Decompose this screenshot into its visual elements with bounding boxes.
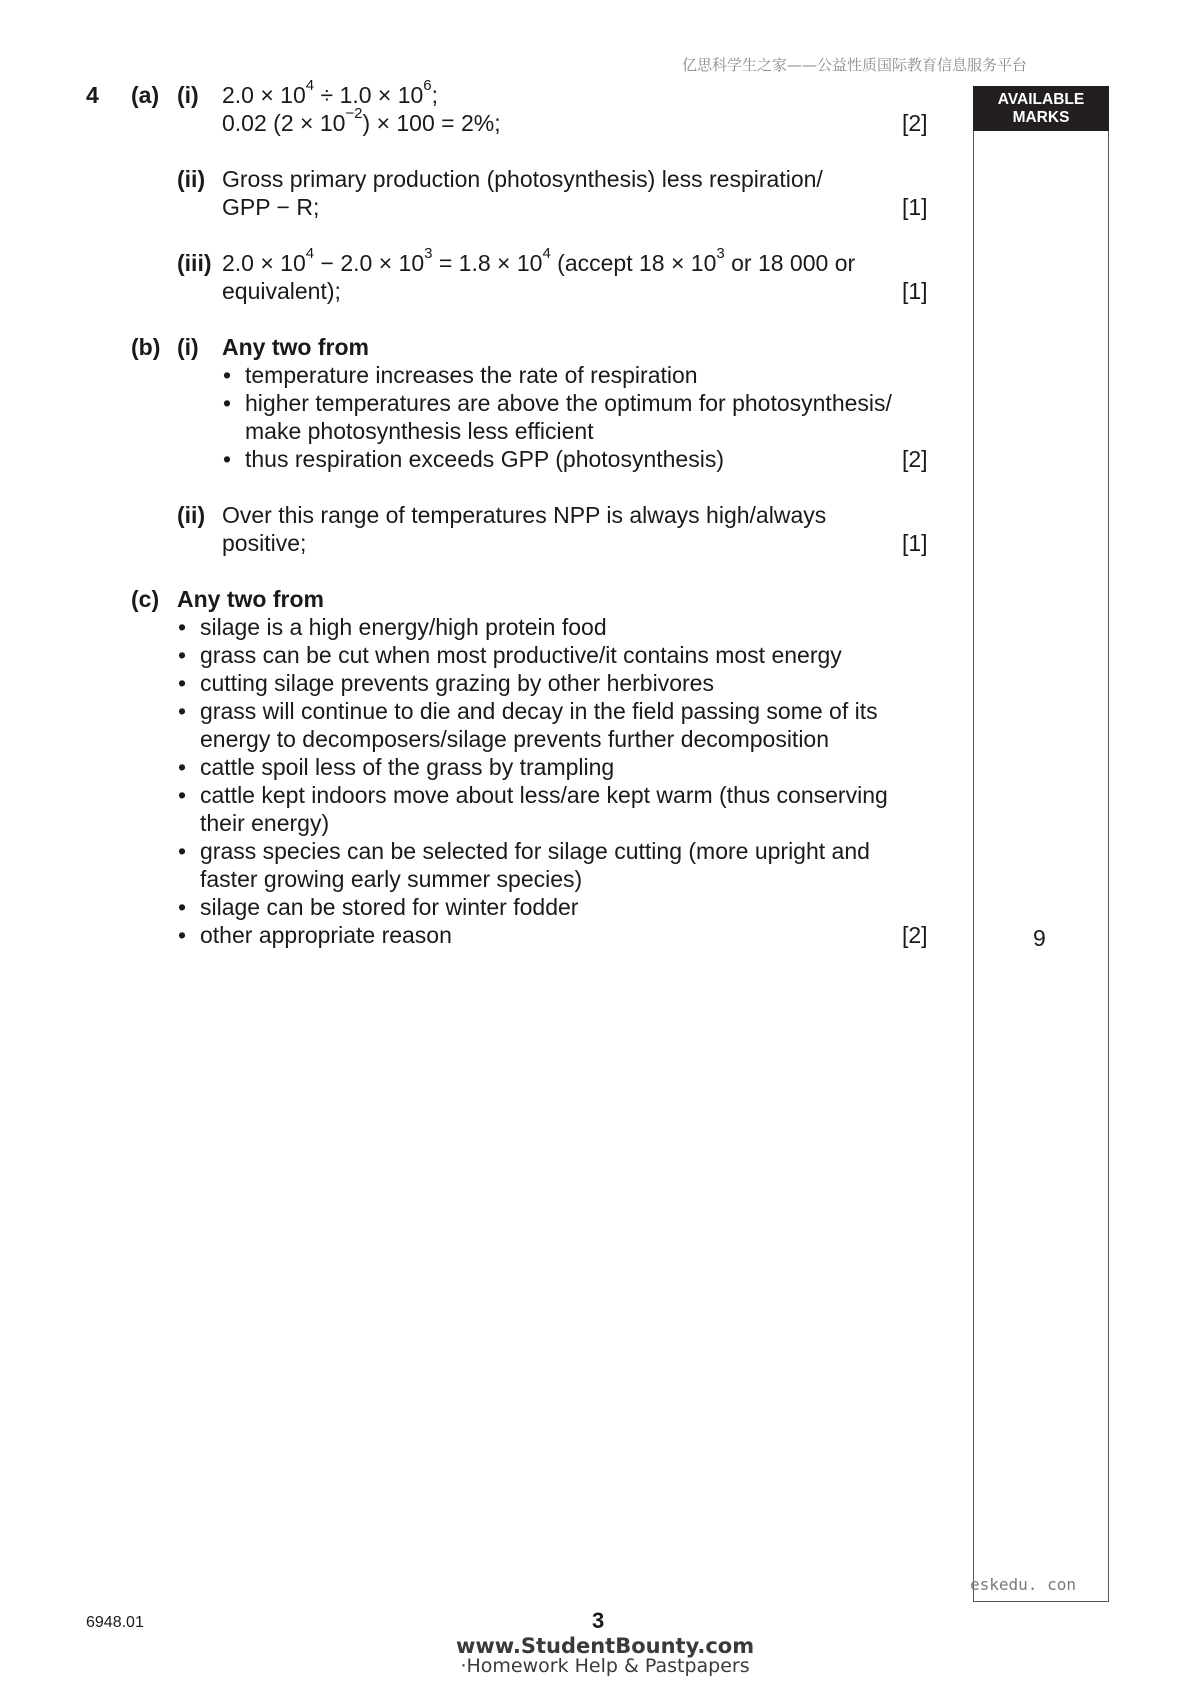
list-item: • higher temperatures are above the optimum for photosynthesis/ xyxy=(245,389,892,417)
list-item: • thus respiration exceeds GPP (photosynthesis) xyxy=(245,445,724,473)
question-number: 4 xyxy=(86,82,99,108)
list-item: • cattle kept indoors move about less/are kept warm (thus conserving xyxy=(200,781,888,809)
text-segment: − 2.0 × 10 xyxy=(314,250,425,276)
text-segment: ; xyxy=(431,82,439,108)
part-a-iii-line2: equivalent); xyxy=(222,278,341,304)
list-item-continuation: make photosynthesis less efficient xyxy=(245,418,594,444)
part-b-ii-line2: positive; xyxy=(222,530,307,556)
header-watermark: 亿思科学生之家——公益性质国际教育信息服务平台 xyxy=(682,56,1028,74)
superscript: −2 xyxy=(345,105,363,122)
total-marks: 9 xyxy=(1033,925,1046,951)
part-b-ii-label: (ii) xyxy=(177,502,206,528)
part-a-i-mark: [2] xyxy=(902,110,928,136)
list-item: • other appropriate reason xyxy=(200,921,452,949)
part-b-ii-line1: Over this range of temperatures NPP is always high/always xyxy=(222,502,827,528)
part-c-label: (c) xyxy=(131,586,160,612)
list-item: • cutting silage prevents grazing by other herbivores xyxy=(200,669,714,697)
part-b-i-mark: [2] xyxy=(902,446,928,472)
part-a-ii-label: (ii) xyxy=(177,166,206,192)
text-segment: ÷ 1.0 × 10 xyxy=(314,82,424,108)
list-item: • silage is a high energy/high protein food xyxy=(200,613,607,641)
part-a-i-line2 xyxy=(222,105,501,137)
list-item-continuation: faster growing early summer species) xyxy=(200,866,583,892)
part-c-heading: Any two from xyxy=(177,586,324,612)
logo-line2: ·Homework Help & Pastpapers xyxy=(460,1655,750,1677)
paper-code: 6948.01 xyxy=(86,1614,144,1631)
list-item: • silage can be stored for winter fodder xyxy=(200,893,578,921)
part-b-label: (b) xyxy=(131,334,161,360)
text-segment: or 18 000 or xyxy=(724,250,856,276)
logo-line1: www.StudentBounty.com xyxy=(456,1634,755,1658)
side-watermark: eskedu. con xyxy=(970,1575,1076,1594)
list-item: • grass will continue to die and decay in the field passing some of its xyxy=(200,697,878,725)
text-segment: (accept 18 × 10 xyxy=(550,250,717,276)
part-a-iii-label: (iii) xyxy=(177,250,212,276)
part-a-ii-line2: GPP − R; xyxy=(222,194,320,220)
list-item: • grass species can be selected for silage cutting (more upright and xyxy=(200,837,870,865)
available-marks-heading-line1: AVAILABLE xyxy=(997,91,1085,108)
superscript: 3 xyxy=(424,245,433,262)
part-a-iii-line1 xyxy=(222,245,856,277)
list-item: • cattle spoil less of the grass by trampling xyxy=(200,753,614,781)
superscript: 6 xyxy=(423,77,432,94)
part-a-i-label: (i) xyxy=(177,82,199,108)
superscript: 3 xyxy=(716,245,725,262)
part-b-i-heading: Any two from xyxy=(222,334,369,360)
text-segment: 2.0 × 10 xyxy=(222,82,306,108)
text-segment: = 1.8 × 10 xyxy=(432,250,543,276)
text-segment: 0.02 (2 × 10 xyxy=(222,110,346,136)
part-a-ii-mark: [1] xyxy=(902,194,928,220)
available-marks-heading-line2: MARKS xyxy=(1012,109,1070,126)
studentbounty-logo xyxy=(456,1636,754,1676)
part-b-ii-mark: [1] xyxy=(902,530,928,556)
superscript: 4 xyxy=(542,245,551,262)
part-a-label: (a) xyxy=(131,82,160,108)
list-item-continuation: energy to decomposers/silage prevents further decomposition xyxy=(200,726,830,752)
list-item: • grass can be cut when most productive/it contains most energy xyxy=(200,641,842,669)
text-segment: 2.0 × 10 xyxy=(222,250,306,276)
part-a-ii-line1: Gross primary production (photosynthesis) less respiration/ xyxy=(222,166,823,192)
available-marks-column xyxy=(973,86,1109,1602)
list-item: • temperature increases the rate of respiration xyxy=(245,361,698,389)
part-c-mark: [2] xyxy=(902,922,928,948)
superscript: 4 xyxy=(305,245,315,262)
list-item-continuation: their energy) xyxy=(200,810,330,836)
text-segment: ) × 100 = 2%; xyxy=(362,110,501,136)
part-a-iii-mark: [1] xyxy=(902,278,928,304)
part-b-i-label: (i) xyxy=(177,334,199,360)
page-number: 3 xyxy=(592,1608,605,1633)
available-marks-heading xyxy=(973,86,1109,131)
part-a-i-line1 xyxy=(222,77,439,109)
superscript: 4 xyxy=(305,77,315,94)
